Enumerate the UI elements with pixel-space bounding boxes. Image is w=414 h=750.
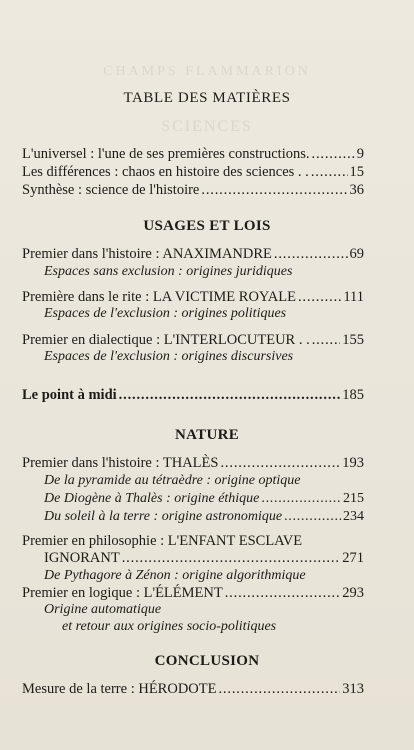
toc-entry (22, 681, 364, 699)
toc-entry-text: Premier dans l'histoire : THALÈS (22, 455, 219, 471)
toc-subtitle-text: Du soleil à la terre : origine astronomique (44, 509, 283, 524)
toc-subtitle-text: et retour aux origines socio-politiques (62, 619, 277, 634)
toc-subtitle (44, 473, 364, 490)
toc-entry (22, 332, 364, 350)
toc-page-number: 185 (342, 387, 364, 403)
toc-entry-text: Premier en logique : L'ÉLÉMENT (22, 585, 223, 601)
toc-entry-text: Les différences : chaos en histoire des sciences . . (22, 164, 309, 180)
toc-entry-text: Synthèse : science de l'histoire (22, 182, 200, 198)
leader-dots (274, 246, 348, 263)
toc-subtitle (44, 568, 364, 585)
toc-entry-text: Mesure de la terre : HÉRODOTE (22, 681, 217, 697)
toc-subtitle-text: De Pythagore à Zénon : origine algorithmique (44, 568, 306, 583)
toc-page-number: 36 (349, 182, 364, 198)
toc-subtitle (44, 349, 364, 366)
toc-entry (22, 246, 364, 264)
toc-entry (22, 164, 364, 182)
show-through-series-text: CHAMPS FLAMMARION (103, 64, 311, 79)
section-heading: USAGES ET LOIS (143, 218, 271, 234)
toc-entry-text: Premier en dialectique : L'INTERLOCUTEUR . . (22, 332, 310, 348)
toc-entry (22, 146, 364, 164)
toc-subtitle (44, 264, 364, 281)
leader-dots (261, 491, 341, 507)
toc-entry-text: L'universel : l'une de ses premières constructions. (22, 146, 310, 162)
toc-entry-text: Première dans le rite : LA VICTIME ROYALE (22, 289, 296, 305)
toc-entry (22, 289, 364, 307)
toc-entry-text: Le point à midi (22, 387, 117, 403)
toc-entry (22, 533, 364, 551)
toc-subtitle-text: Espaces de l'exclusion : origines discursives (44, 349, 294, 364)
toc-subtitle (44, 509, 364, 526)
toc-subtitle-text: Espaces sans exclusion : origines juridiques (44, 264, 293, 279)
leader-dots (311, 164, 348, 181)
toc-page-number: 293 (342, 585, 364, 601)
toc-page-number: 9 (356, 146, 364, 162)
toc-page-number: 234 (343, 509, 364, 524)
leader-dots (220, 455, 340, 472)
toc-subtitle (44, 602, 364, 619)
toc-entry-text: Premier en philosophie : L'ENFANT ESCLAVE (22, 533, 303, 549)
toc-entry (22, 585, 364, 603)
section-heading: NATURE (174, 427, 240, 443)
toc-page-number: 15 (349, 164, 364, 180)
show-through-subseries-text: SCIENCES (161, 118, 253, 135)
leader-dots (225, 585, 341, 602)
toc-entry-text: IGNORANT (44, 550, 120, 566)
toc-subtitle-text: De Diogène à Thalès : origine éthique (44, 491, 260, 506)
leader-dots (122, 550, 341, 567)
toc-page-number: 215 (343, 491, 364, 506)
leader-dots (201, 182, 347, 199)
toc-entry (22, 455, 364, 473)
toc-subtitle (62, 619, 382, 636)
toc-subtitle-text: Espaces de l'exclusion : origines politiques (44, 306, 287, 321)
toc-page-number: 69 (349, 246, 364, 262)
toc-page-number: 313 (342, 681, 364, 697)
toc-entry (22, 387, 364, 405)
toc-subtitle-text: Origine automatique (44, 602, 162, 617)
toc-subtitle (44, 491, 364, 508)
leader-dots (119, 387, 341, 404)
leader-dots (312, 332, 341, 349)
toc-entry (22, 182, 364, 200)
leader-dots (312, 146, 355, 163)
leader-dots (218, 681, 340, 698)
toc-subtitle-text: De la pyramide au tétraèdre : origine optique (44, 473, 301, 488)
toc-page-number: 111 (343, 289, 364, 305)
page-title: TABLE DES MATIÈRES (123, 90, 291, 106)
toc-page-number: 155 (342, 332, 364, 348)
toc-entry-continuation (44, 550, 364, 568)
toc-page-number: 271 (342, 550, 364, 566)
leader-dots (298, 289, 341, 306)
leader-dots (284, 509, 341, 525)
toc-page-number: 193 (342, 455, 364, 471)
section-heading: CONCLUSION (154, 653, 260, 669)
toc-entry-text: Premier dans l'histoire : ANAXIMANDRE (22, 246, 272, 262)
toc-subtitle (44, 306, 364, 323)
